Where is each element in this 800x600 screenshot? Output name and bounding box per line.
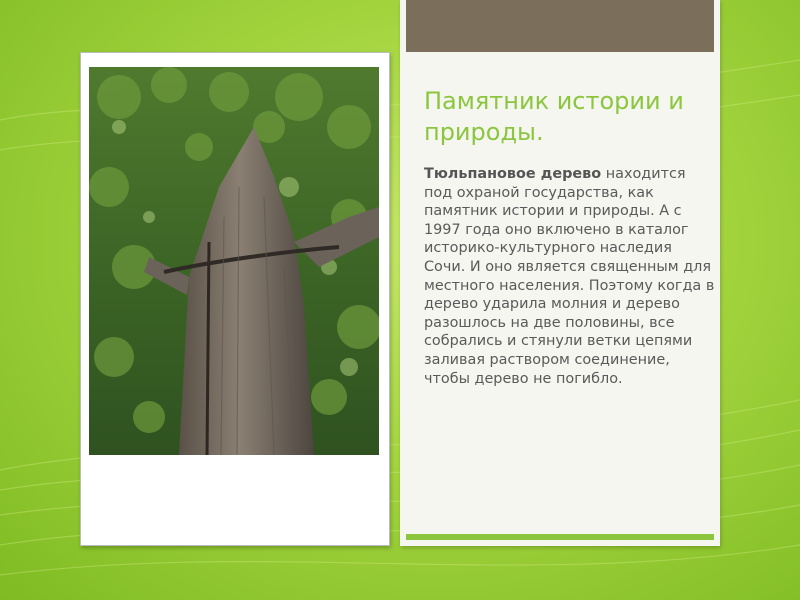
text-panel bbox=[400, 0, 720, 546]
body-text: находится под охраной государства, как памятник истории и природы. А с 1997 года оно включено в каталог историко-культурного наследия Сочи. И оно является священным для местного населения. Поэтому когда в дерево ударила молния и дерево разошлось на две половины, все собрались и стянули ветки цепями заливая раствором соединение, чтобы дерево не погибло. bbox=[424, 166, 715, 387]
header-bar bbox=[406, 0, 714, 52]
slide-body bbox=[424, 165, 716, 388]
photo-frame bbox=[80, 52, 390, 546]
accent-bar bbox=[406, 534, 714, 540]
slide-title: Памятник истории и природы. bbox=[424, 87, 684, 146]
body-lead: Тюльпановое дерево bbox=[424, 166, 602, 182]
tree-photo bbox=[89, 67, 379, 455]
